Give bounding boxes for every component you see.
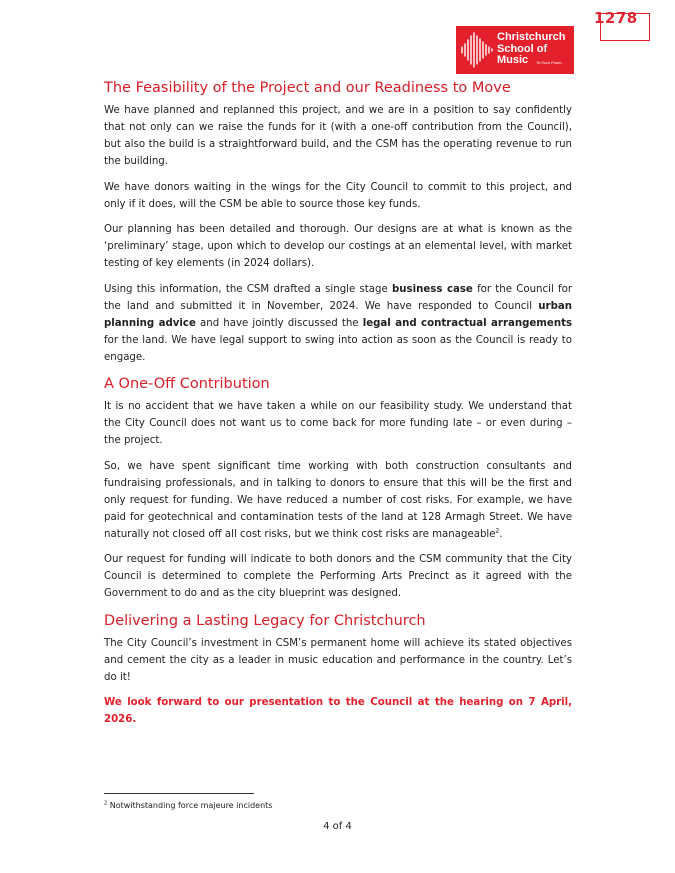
stamp-number: 1278 [594, 9, 638, 27]
text-run: and have jointly discussed the [195, 317, 363, 329]
section-heading: Delivering a Lasting Legacy for Christchurch [104, 612, 426, 629]
footnote-marker: 2 [104, 800, 108, 807]
text-run: Our request for funding will indicate to both donors and the CSM community that the City Council is determined to complete the Performing Arts Precinct as it agreed with the Government to do and as the city blueprint was designed. [104, 554, 572, 599]
section-heading: A One-Off Contribution [104, 376, 270, 392]
logo-line-3: Music [497, 54, 529, 66]
text-run: Our planning has been detailed and thorough. Our designs are at what is known as the ‘preliminary’ stage, upon which to develop our costings at an elemental level, with market testing of key elements (in 2024 dollars). [104, 224, 572, 269]
text-run: We have planned and replanned this project, and we are in a position to say confidently that not only can we raise the funds for it (with a one-off contribution from the Council), but also the build is a straightforward build, and the CSM has the operating revenue to run the building. [104, 105, 572, 167]
body-paragraph [104, 551, 572, 602]
logo-line-1: Christchurch [497, 31, 566, 43]
text-run: We have donors waiting in the wings for the City Council to commit to this project, and only if it does, will the CSM be able to source those key funds. [104, 181, 572, 210]
body-paragraph [104, 635, 572, 686]
text-run: for the land. We have legal support to swing into action as soon as the Council is ready to engage. [104, 334, 572, 363]
sound-wave-icon [460, 32, 494, 68]
footnote-text: Notwithstanding force majeure incidents [107, 801, 273, 810]
school-logo [456, 26, 574, 74]
logo-subtitle: Te Kura Puoro [536, 60, 562, 65]
text-run: . [499, 528, 503, 540]
footnote-reference: 2 [495, 527, 500, 535]
logo-line-2: School of [497, 42, 548, 55]
closing-statement: We look forward to our presentation to the Council at the hearing on 7 April, 2026. [104, 697, 572, 725]
text-run: The City Council’s investment in CSM’s permanent home will achieve its stated objectives and cement the city as a leader in music education and performance in the country. Let’s do it! [104, 637, 572, 683]
text-run: for the Council for the land and submitted it in November, 2024. We have responded to Council [104, 283, 573, 312]
body-paragraph [104, 281, 572, 366]
text-run: Using this information, the CSM drafted a single stage [104, 283, 393, 295]
document-body [104, 78, 572, 728]
body-paragraph [104, 398, 572, 449]
page-number-footer: 4 of 4 [323, 821, 352, 832]
section-heading: The Feasibility of the Project and our Readiness to Move [104, 80, 511, 96]
footnote [104, 801, 272, 810]
body-paragraph [104, 179, 572, 213]
text-run: So, we have spent significant time working with both construction consultants and fundraising professionals, and in talking to donors to ensure that this will be the first and only request for funding. We have reduced a number of cost risks. For example, we have paid for geotechnical and contamination tests of the land at 128 Armagh Street. We have naturally not closed off all cost risks, but we think cost risks are manageable [104, 460, 572, 540]
text-run: It is no accident that we have taken a while on our feasibility study. We understand that the City Council does not want us to come back for more funding late – or even during – the project. [104, 401, 572, 446]
body-paragraph [104, 221, 572, 272]
bold-phrase: business case [392, 283, 473, 295]
body-paragraph [104, 458, 572, 543]
bold-phrase: legal and contractual arrangements [362, 317, 573, 329]
body-paragraph [104, 102, 572, 170]
footnote-divider [104, 793, 254, 794]
bold-phrase: urban planning advice [104, 300, 572, 329]
